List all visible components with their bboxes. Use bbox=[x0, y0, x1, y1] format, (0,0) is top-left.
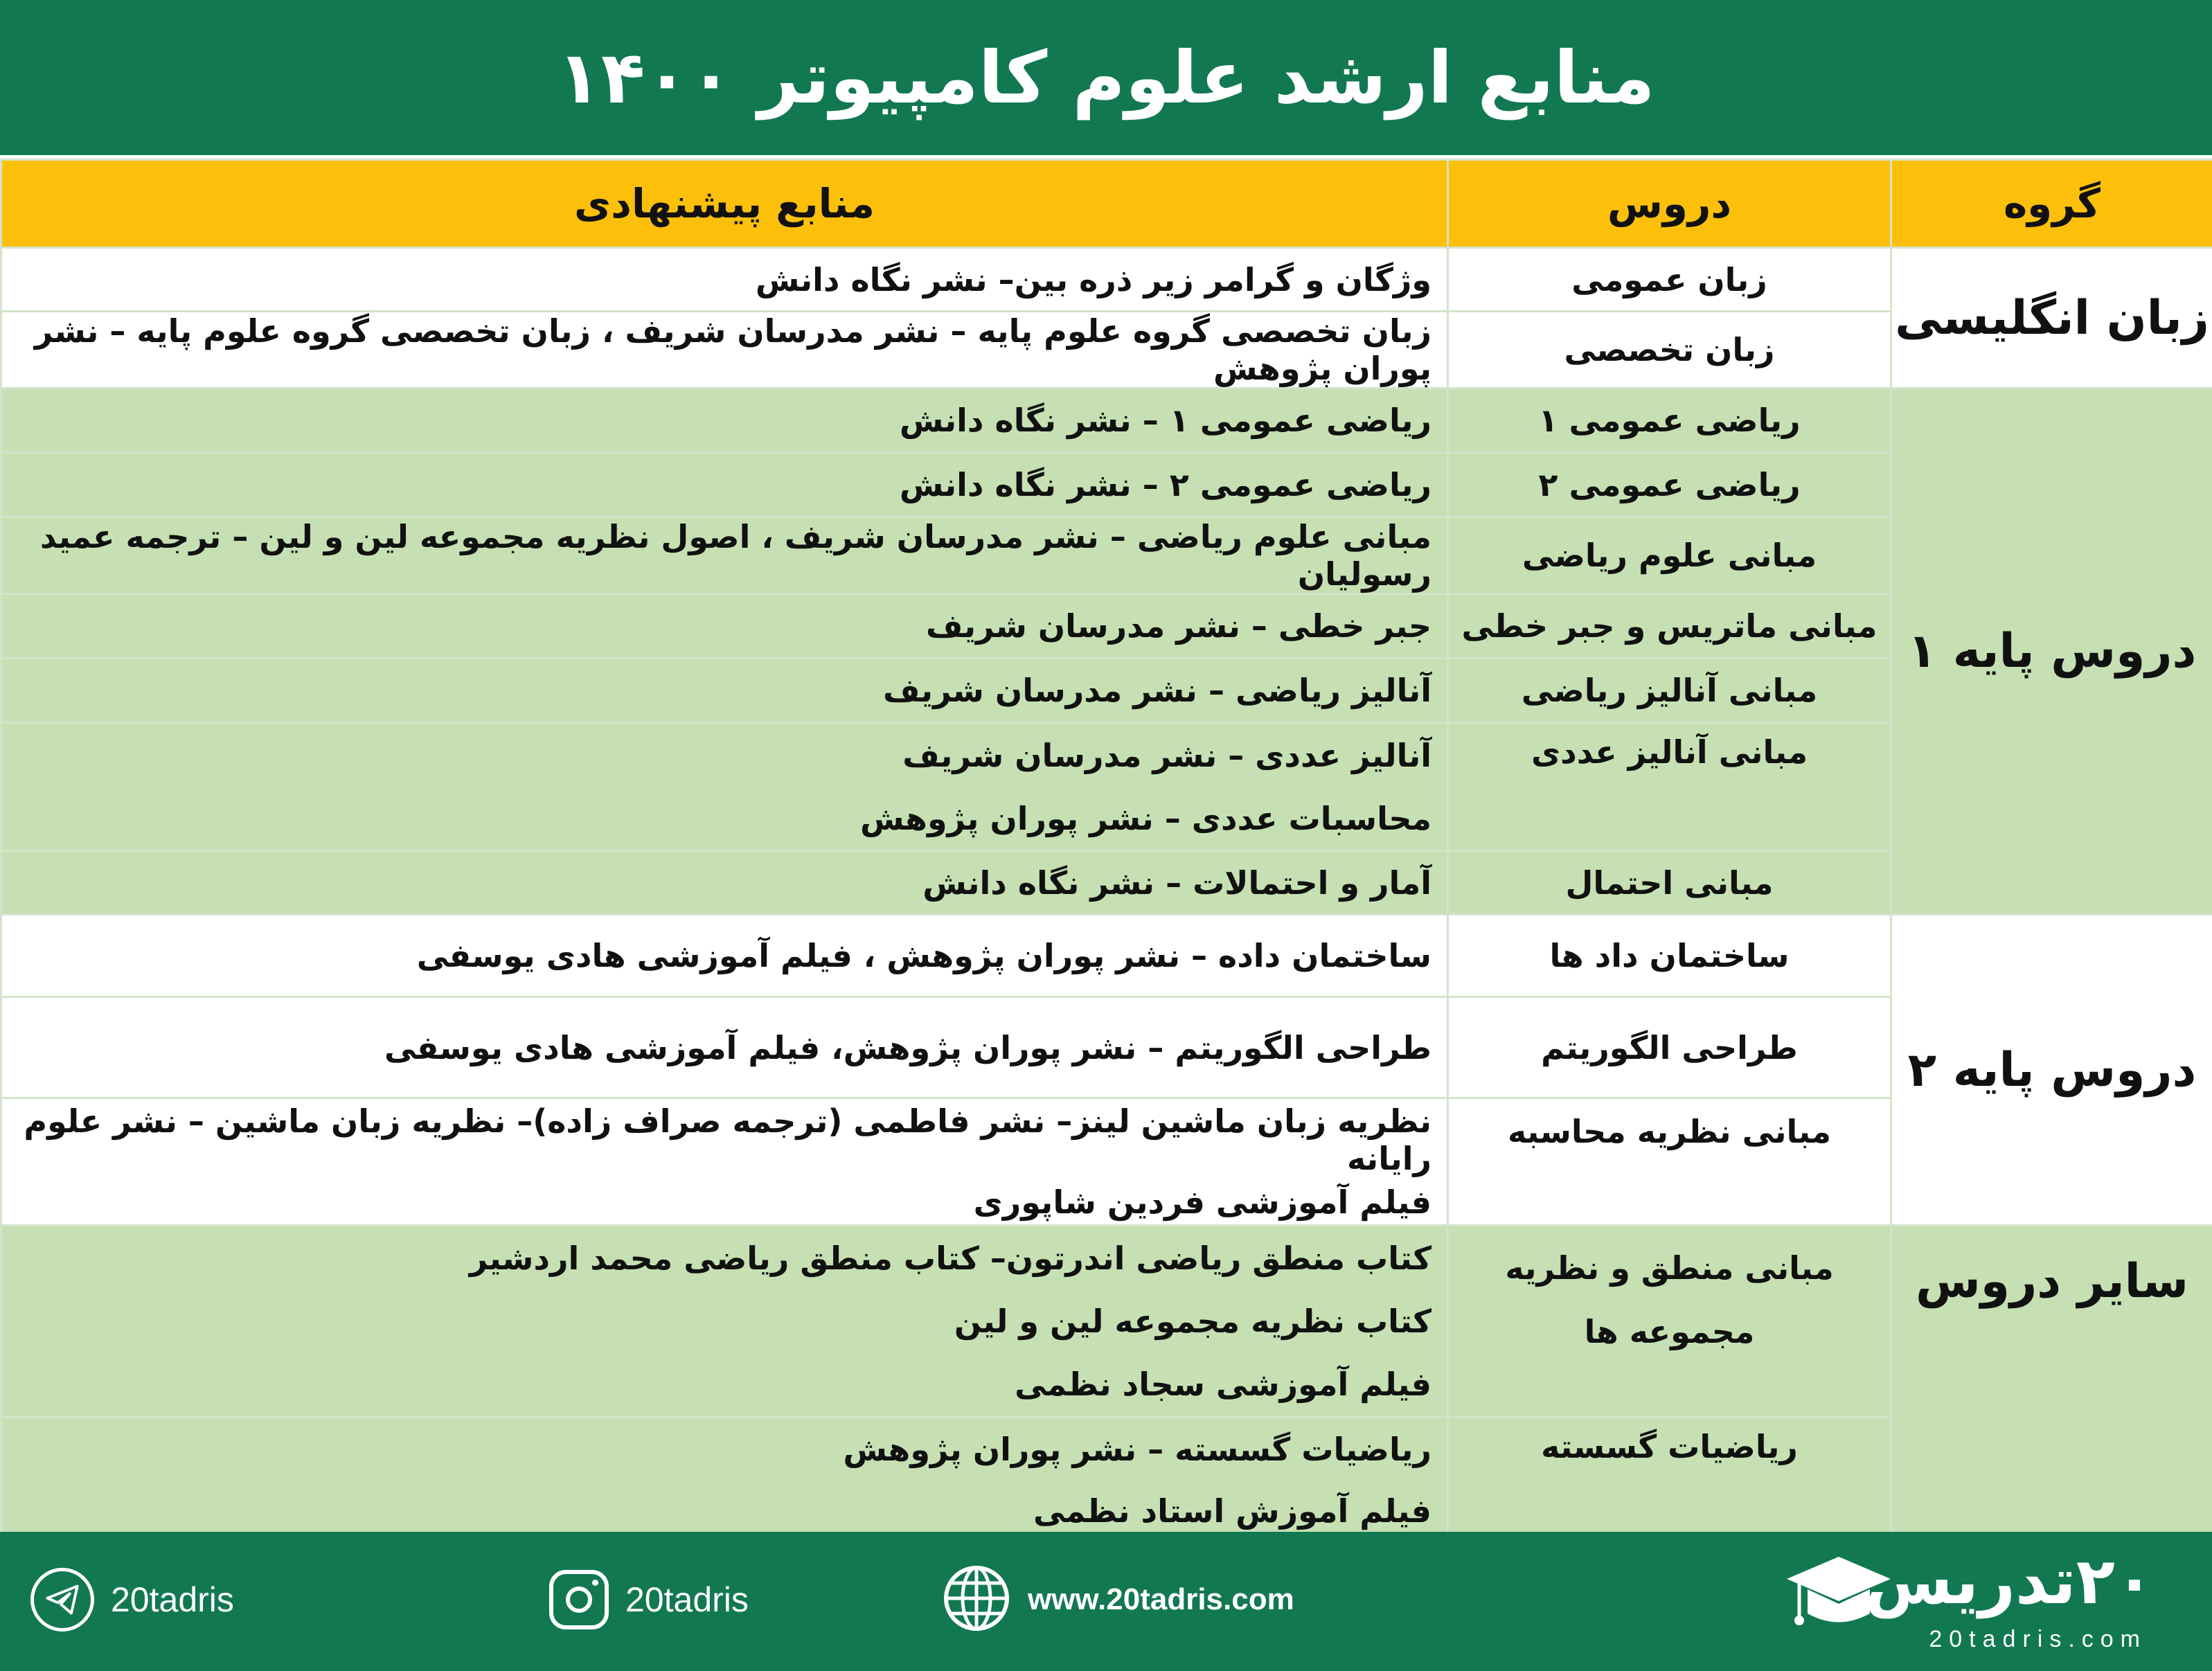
source-line: کتاب منطق ریاضی اندرتون– کتاب منطق ریاضی محمد اردشیر bbox=[469, 1239, 1431, 1277]
group-basics-2: دروس پایه ۲ bbox=[1891, 915, 2212, 1226]
website-link[interactable] bbox=[942, 1565, 1294, 1634]
telegram-icon bbox=[30, 1568, 94, 1632]
telegram-link[interactable] bbox=[30, 1565, 234, 1634]
table-row bbox=[1, 1226, 2212, 1418]
source-cell: ریاضی عمومی ۱ – نشر نگاه دانش bbox=[1, 388, 1448, 453]
group-other: سایر دروس bbox=[1891, 1226, 2212, 1544]
source-line: آنالیز عددی – نشر مدرسان شریف bbox=[902, 736, 1431, 774]
resources-table bbox=[0, 159, 2212, 1544]
course-cell: ریاضی عمومی ۲ bbox=[1448, 453, 1891, 517]
source-line: محاسبات عددی – نشر پوران پژوهش bbox=[860, 799, 1431, 837]
table-header-row bbox=[1, 160, 2212, 248]
table-row bbox=[1, 388, 2212, 453]
table-row bbox=[1, 453, 2212, 517]
course-cell: ریاضی عمومی ۱ bbox=[1448, 388, 1891, 453]
course-cell: ریاضیات گسسته bbox=[1448, 1418, 1891, 1544]
instagram-link[interactable] bbox=[549, 1565, 749, 1634]
source-cell bbox=[1, 723, 1448, 851]
table-row bbox=[1, 851, 2212, 915]
table-row bbox=[1, 594, 2212, 659]
group-english: زبان انگلیسی bbox=[1891, 248, 2212, 388]
table-row bbox=[1, 1418, 2212, 1544]
source-line: ریاضیات گسسته – نشر پوران پژوهش bbox=[843, 1430, 1431, 1468]
source-lines bbox=[2, 1418, 1431, 1542]
course-cell: زبان عمومی bbox=[1448, 248, 1891, 312]
course-cell: طراحی الگوریتم bbox=[1448, 997, 1891, 1098]
footer bbox=[0, 1532, 2212, 1671]
course-cell: مبانی نظریه محاسبه bbox=[1448, 1098, 1891, 1226]
header-sources: منابع پیشنهادی bbox=[1, 160, 1448, 248]
course-cell: مبانی علوم ریاضی bbox=[1448, 517, 1891, 594]
source-cell bbox=[1, 1226, 1448, 1418]
resources-table-wrapper bbox=[0, 159, 2212, 1530]
source-cell: مبانی علوم ریاضی – نشر مدرسان شریف ، اصول نظریه مجموعه لین و لین – ترجمه عمید رسولیان bbox=[1, 517, 1448, 594]
source-cell: جبر خطی – نشر مدرسان شریف bbox=[1, 594, 1448, 659]
source-cell bbox=[1, 1418, 1448, 1544]
website-url: www.20tadris.com bbox=[1028, 1582, 1294, 1616]
source-line: فیلم آموزشی فردین شاپوری bbox=[973, 1183, 1431, 1222]
page-title: منابع ارشد علوم کامپیوتر ۱۴۰۰ bbox=[557, 35, 1655, 120]
table-row bbox=[1, 723, 2212, 851]
table-row bbox=[1, 659, 2212, 723]
course-cell: مبانی ماتریس و جبر خطی bbox=[1448, 594, 1891, 659]
source-cell: زبان تخصصی گروه علوم پایه – نشر مدرسان شریف ، زبان تخصصی گروه علوم پایه – نشر پوران پژوهش bbox=[1, 312, 1448, 388]
page-header bbox=[0, 0, 2212, 155]
header-group: گروه bbox=[1891, 160, 2212, 248]
source-cell: ساختمان داده – نشر پوران پژوهش ، فیلم آموزشی هادی یوسفی bbox=[1, 915, 1448, 997]
header-courses: دروس bbox=[1448, 160, 1891, 248]
instagram-icon bbox=[549, 1570, 609, 1629]
source-cell: آنالیز ریاضی – نشر مدرسان شریف bbox=[1, 659, 1448, 723]
brand-domain: 20tadris.com bbox=[1929, 1626, 2147, 1652]
table-row bbox=[1, 915, 2212, 997]
table-row bbox=[1, 1098, 2212, 1226]
course-cell: ساختمان داد ها bbox=[1448, 915, 1891, 997]
source-cell: آمار و احتمالات – نشر نگاه دانش bbox=[1, 851, 1448, 915]
table-row bbox=[1, 312, 2212, 388]
source-cell: وژگان و گرامر زیر ذره بین– نشر نگاه دانش bbox=[1, 248, 1448, 312]
table-row bbox=[1, 997, 2212, 1098]
globe-icon bbox=[942, 1564, 1011, 1636]
telegram-handle: 20tadris bbox=[111, 1580, 234, 1619]
source-cell bbox=[1, 1098, 1448, 1226]
table-row bbox=[1, 248, 2212, 312]
brand-logo bbox=[1780, 1544, 2154, 1662]
source-lines bbox=[2, 724, 1431, 850]
course-cell: مبانی آنالیز ریاضی bbox=[1448, 659, 1891, 723]
instagram-handle: 20tadris bbox=[625, 1580, 749, 1619]
source-lines bbox=[2, 1099, 1431, 1224]
course-cell: مبانی احتمال bbox=[1448, 851, 1891, 915]
source-lines bbox=[2, 1226, 1431, 1416]
brand-wordmark: ۲۰تدریس bbox=[1864, 1544, 2154, 1618]
group-basics-1: دروس پایه ۱ bbox=[1891, 388, 2212, 915]
source-line: کتاب نظریه مجموعه لین و لین bbox=[954, 1302, 1431, 1340]
source-cell: طراحی الگوریتم – نشر پوران پژوهش، فیلم آموزشی هادی یوسفی bbox=[1, 997, 1448, 1098]
course-cell: زبان تخصصی bbox=[1448, 312, 1891, 388]
source-line: فیلم آموزش استاد نظمی bbox=[1033, 1492, 1431, 1530]
source-cell: ریاضی عمومی ۲ – نشر نگاه دانش bbox=[1, 453, 1448, 517]
course-cell: مبانی آنالیز عددی bbox=[1448, 723, 1891, 851]
source-line: فیلم آموزشی سجاد نظمی bbox=[1015, 1366, 1431, 1404]
source-line: نظریه زبان ماشین لینز– نشر فاطمی (ترجمه صراف زاده)– نظریه زبان ماشین – نشر علوم رایانه bbox=[24, 1102, 1431, 1177]
table-row bbox=[1, 517, 2212, 594]
course-cell: مبانی منطق و نظریه مجموعه ها bbox=[1448, 1226, 1891, 1418]
